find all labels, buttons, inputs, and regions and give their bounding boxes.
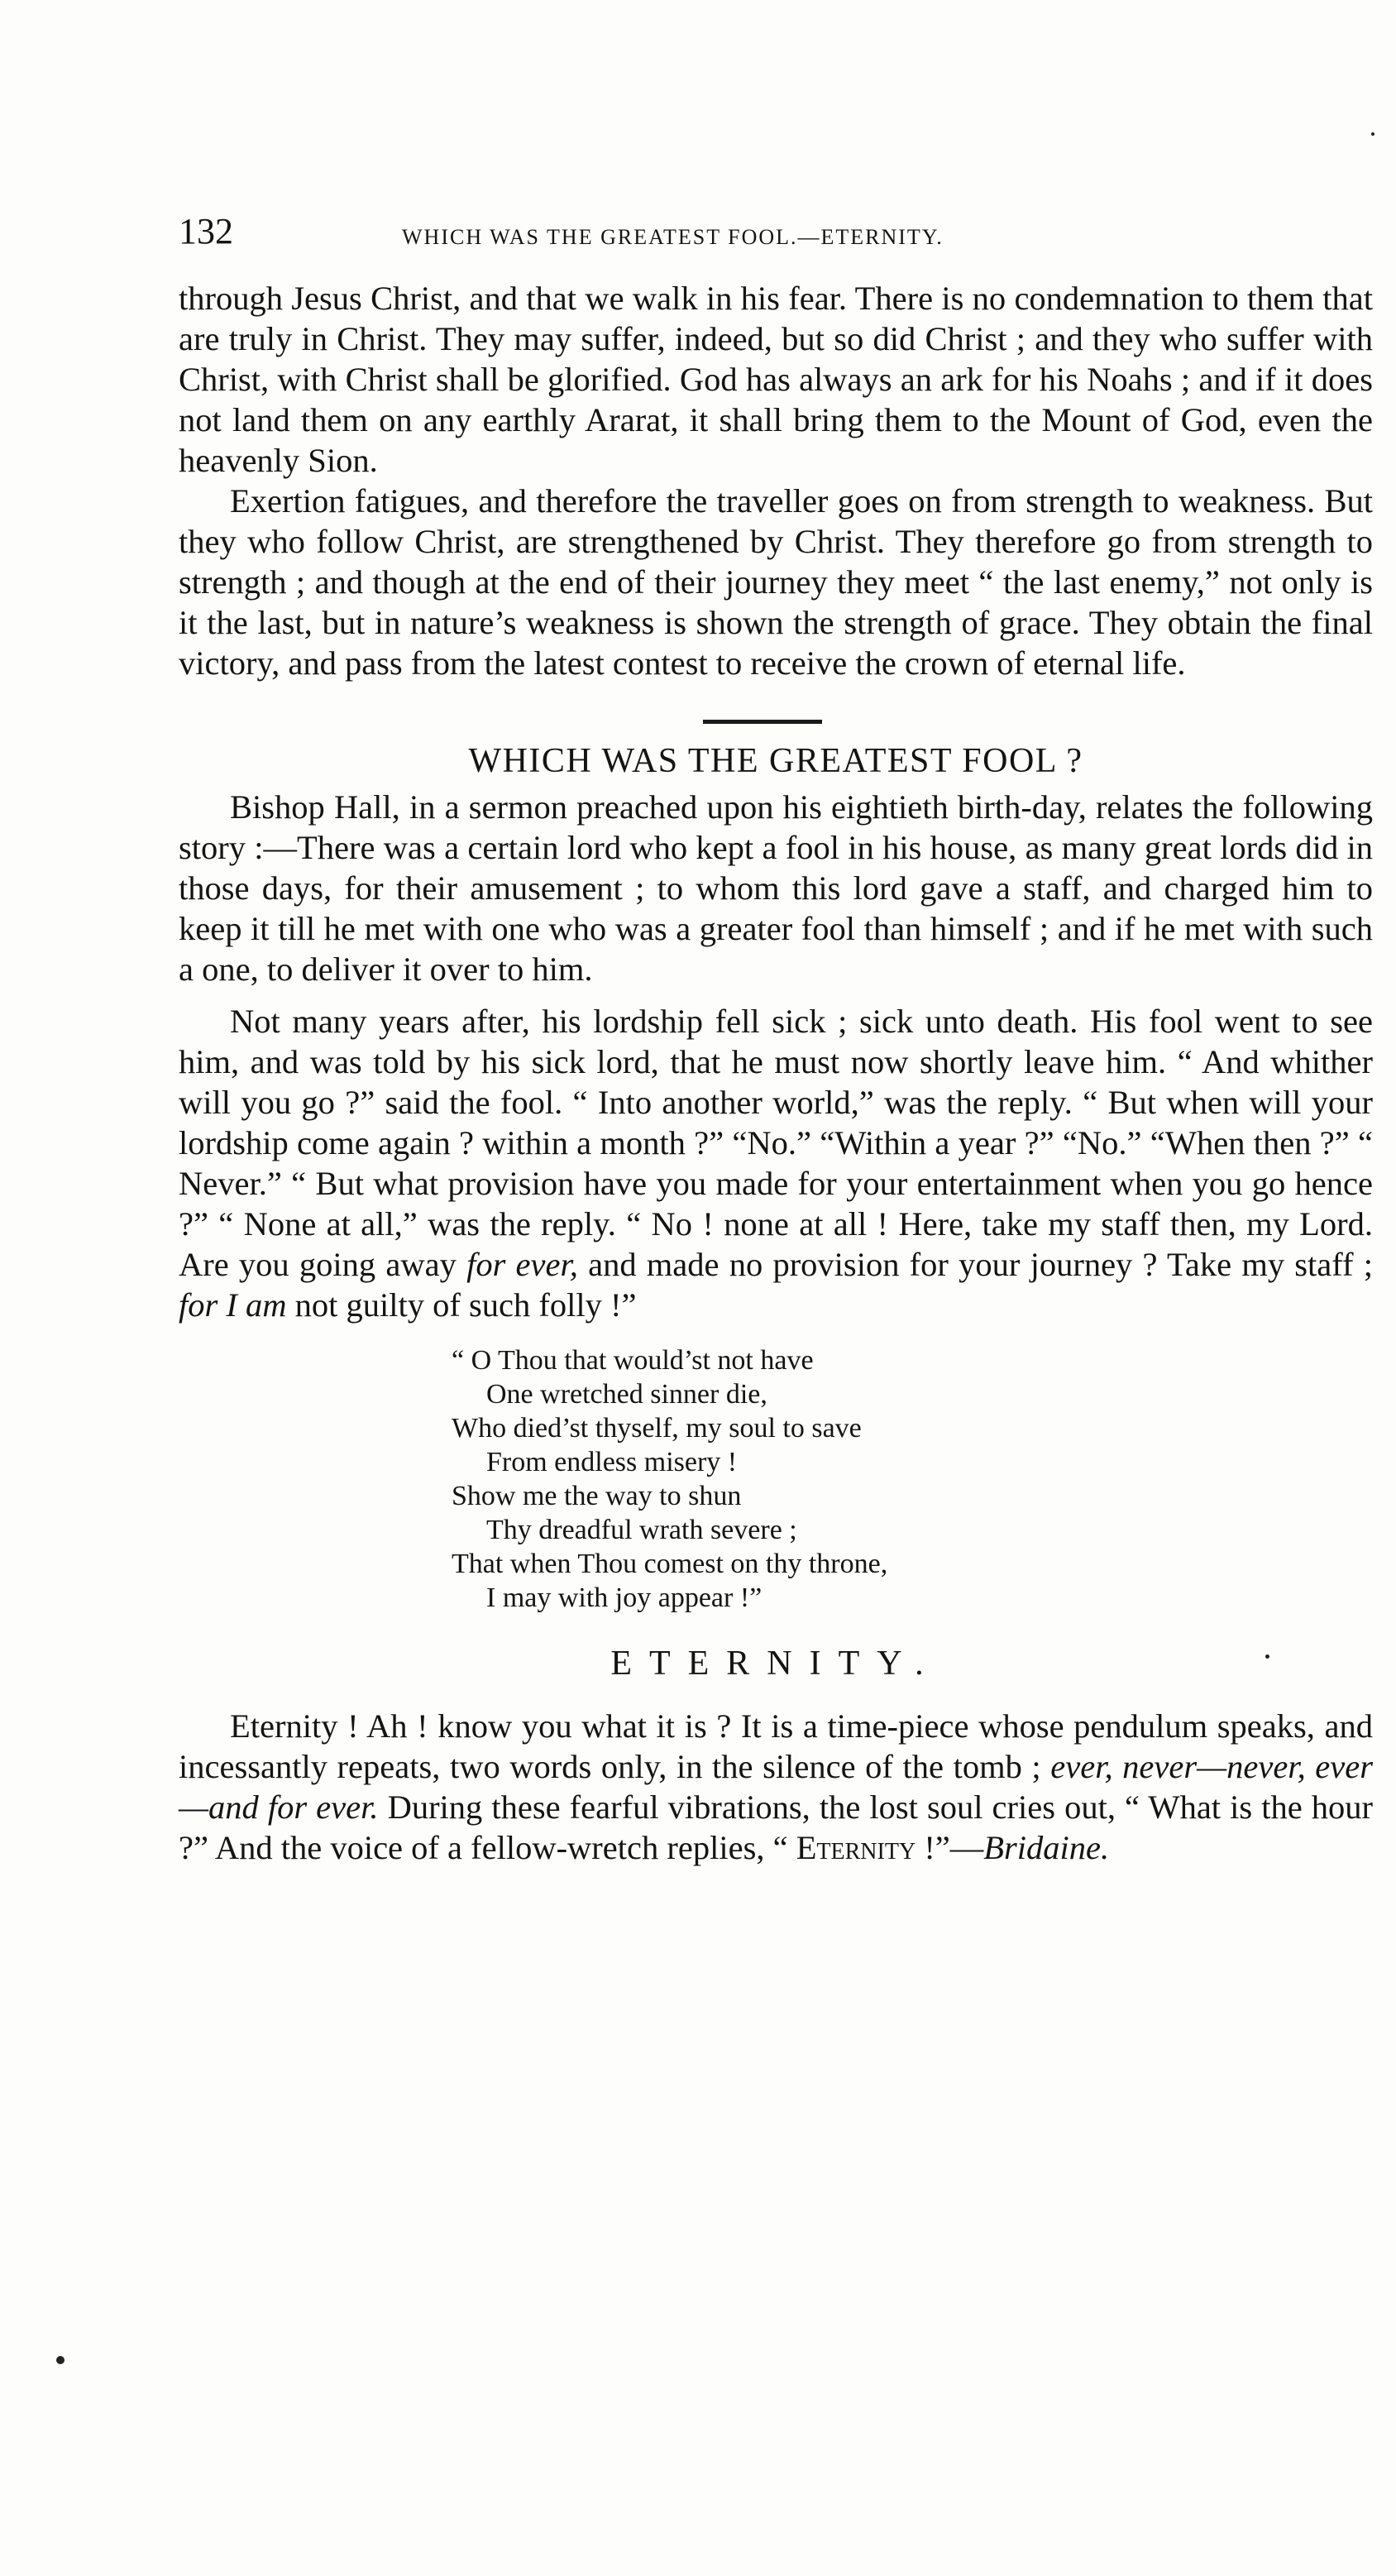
hymn-verse	[452, 1343, 1373, 1615]
fool-story-text-3: not guilty of such folly !”	[286, 1286, 637, 1324]
fool-story-text-2: and made no provision for your journey ? Take my staff ;	[577, 1246, 1373, 1283]
poem-line: One wretched sinner die,	[486, 1379, 767, 1410]
print-speck	[1371, 132, 1374, 136]
fool-paragraph-1: Bishop Hall, in a sermon preached upon his eightieth birth-day, relates the following story :—There was a certain lord who kept a fool in his house, as many great lords did in those days, for their amusement ; to whom this lord gave a staff, and charged him to keep it till he met with one who was a greater fool than himself ; and if he met with such a one, to deliver it over to him.	[179, 788, 1373, 988]
eternity-paragraph	[179, 1706, 1373, 1868]
poem-line: I may with joy appear !”	[486, 1582, 763, 1613]
fool-paragraph-2	[179, 1001, 1373, 1325]
eternity-text-3: !”—	[916, 1829, 984, 1866]
print-speck	[1265, 1654, 1269, 1659]
eternity-small-caps: Eternity	[796, 1829, 916, 1866]
running-head: WHICH WAS THE GREATEST FOOL.—ETERNITY.	[402, 225, 944, 249]
section-divider	[703, 720, 822, 724]
attribution: Bridaine.	[983, 1829, 1110, 1866]
poem-line: “ O Thou that would’st not have	[452, 1345, 814, 1376]
poem-line: Show me the way to shun	[452, 1481, 742, 1511]
poem-line: Thy dreadful wrath severe ;	[486, 1515, 797, 1545]
intro-paragraph-2: Exertion fatigues, and therefore the traveller goes on from strength to weakness. But they who follow Christ, are strengthened by Christ. They therefore go from strength to strength ; and though at the end of their journey they meet “ the last enemy,” not only is it the last, but in nature’s weakness is shown the strength of grace. They obtain the final victory, and pass from the latest contest to receive the crown of eternal life.	[179, 482, 1373, 682]
page-header	[179, 213, 1373, 263]
section-title-fool: WHICH WAS THE GREATEST FOOL ?	[468, 742, 1083, 780]
book-page	[179, 213, 1373, 1868]
poem-line: From endless misery !	[486, 1447, 738, 1477]
eternity-text-2: During these fearful vibrations, the lost soul cries out, “ What is the hour ?” And the voice of a fellow-wretch replies, “	[179, 1788, 1373, 1866]
fool-story-text-1: Not many years after, his lordship fell sick ; sick unto death. His fool went to see him, and was told by his sick lord, that he must now shortly leave him. “ And whither will you go ?” said the fool. “ Into another world,” was the reply. “ But when will your lordship come again ? within a month ?” “No.” “Within a year ?” “No.” “When then ?” “ Never.” “ But what provision have you made for your entertainment when you go hence ?” “ None at all,” was the reply. “ No ! none at all ! Here, take my staff then, my Lord. Are you going away	[179, 1003, 1373, 1283]
poem-line: That when Thou comest on thy throne,	[452, 1549, 888, 1579]
fool-story-emphasis-2: for I am	[179, 1286, 287, 1324]
poem-line: Who died’st thyself, my soul to save	[452, 1413, 862, 1444]
section-title-eternity: ETERNITY.	[610, 1645, 941, 1683]
print-speck	[56, 2356, 65, 2364]
eternity-text-1: Eternity ! Ah ! know you what it is ? It is a time-piece whose pendulum speaks, and incessantly repeats, two words only, in the silence of the tomb ;	[179, 1707, 1373, 1785]
eternity-emphasis: ever, never—never, ever—and for ever.	[179, 1748, 1373, 1826]
page-number: 132	[179, 211, 233, 251]
fool-story-emphasis-1: for ever,	[466, 1246, 578, 1283]
intro-paragraph-1: through Jesus Christ, and that we walk in his fear. There is no condemnation to them that are truly in Christ. They may suffer, indeed, but so did Christ ; and they who suffer with Christ, with Christ shall be glorified. God has always an ark for his Noahs ; and if it does not land them on any earthly Ararat, it shall bring them to the Mount of God, even the heavenly Sion.	[179, 280, 1373, 479]
